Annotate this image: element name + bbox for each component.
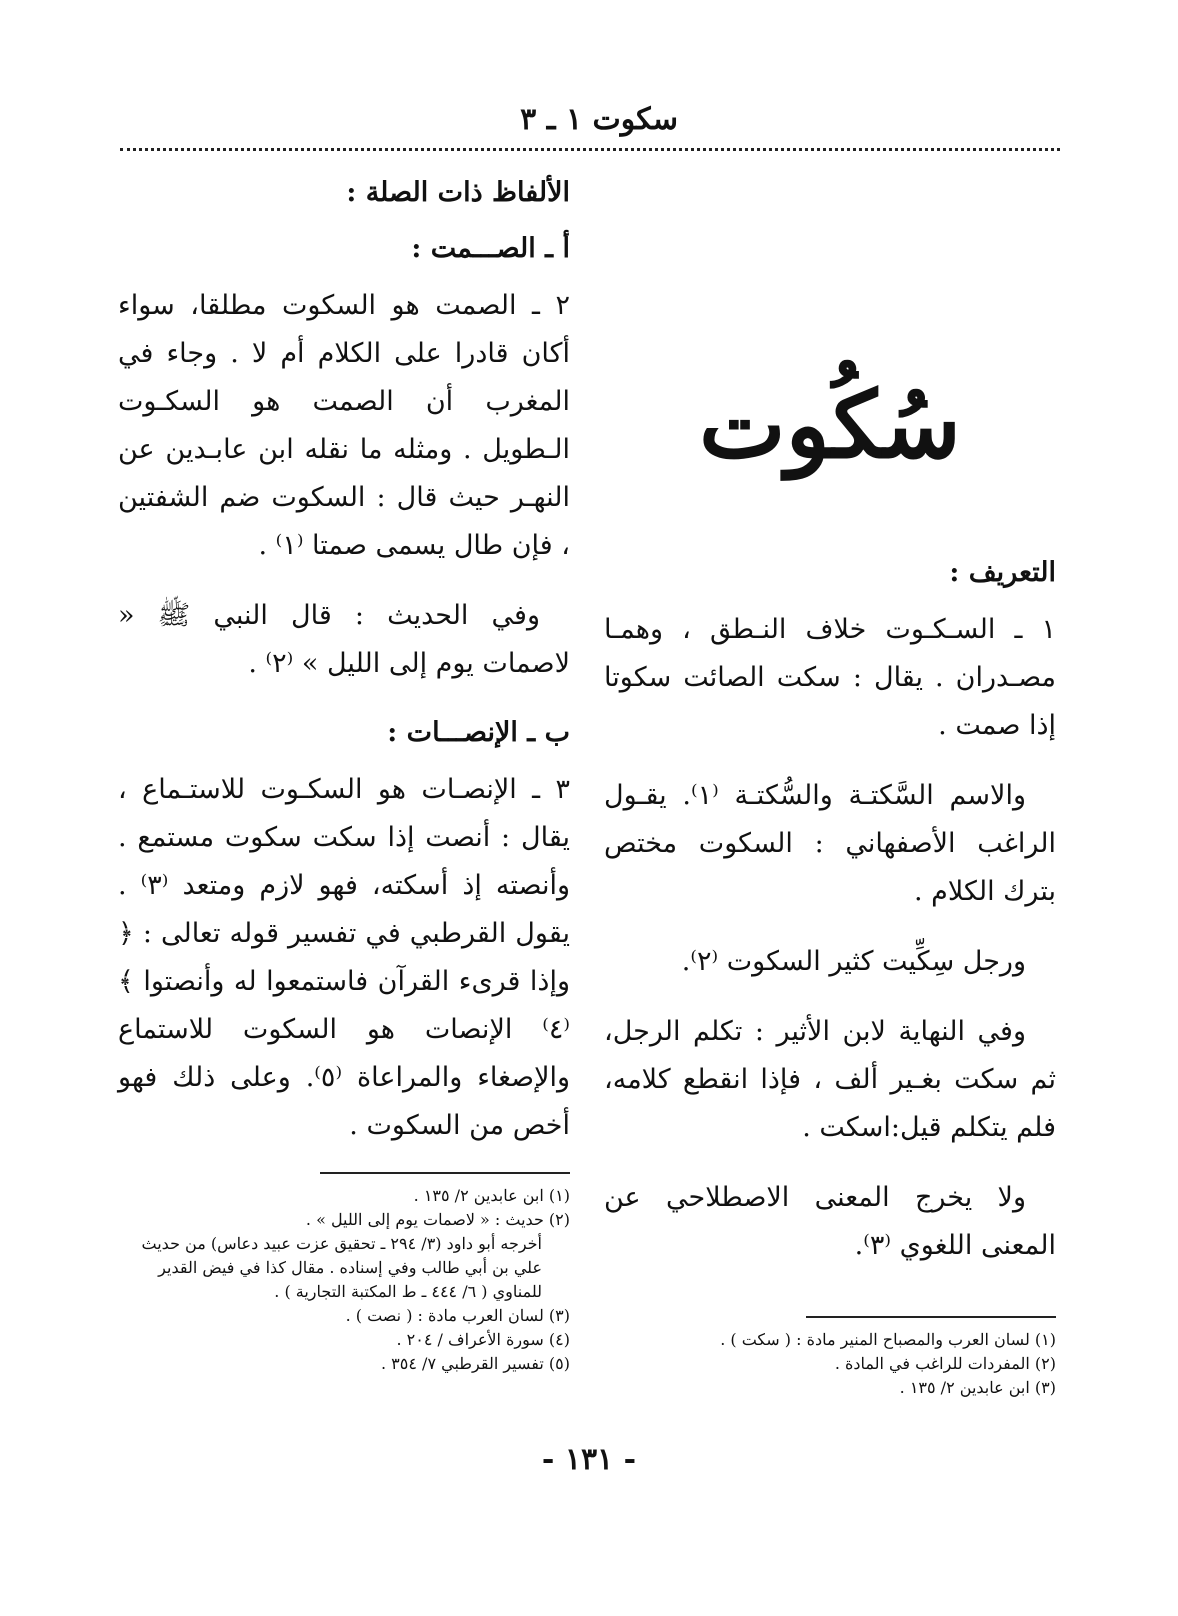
- definition-heading: التعريف :: [949, 557, 1056, 588]
- page-number: - ١٣١ -: [541, 1442, 637, 1477]
- paragraph-hadith: وفي الحديث : قال النبي ﷺ « لاصمات يوم إلى الليل » ⁽٢⁾ .: [118, 600, 570, 679]
- paragraph-3: ٣ ـ الإنصـات هو السكـوت للاستـماع ، يقال : أنصت إذا سكت سكوت مستمع . وأنصته إذ أسكته، فهو لازم ومتعد ⁽٣⁾ . يقول القرطبي في تفسير قوله تعالى : ﴿ وإذا قرىء القرآن فاستمعوا له وأنصتوا ﴾ ⁽٤⁾ الإنصات هو السكوت للاستماع والإصغاء والمراعاة ⁽٥⁾. وعلى ذلك فهو أخص من السكوت .: [118, 774, 571, 1141]
- paragraph-sikkit: ورجل سِكِّيت كثير السكوت ⁽٢⁾.: [681, 946, 1026, 977]
- paragraph-1: ١ ـ السـكـوت خلاف النـطق ، وهمـا مصـدران . يقال : سكت الصائت سكوتا إذا صمت .: [604, 614, 1056, 741]
- running-header: سكوت ١ ـ ٣: [520, 102, 678, 137]
- subheading-insat: ب ـ الإنصـــات :: [387, 717, 570, 748]
- footnote-item: (٤) سورة الأعراف / ٢٠٤ .: [396, 1330, 570, 1349]
- right-column: [604, 170, 1056, 1400]
- footnote-item: (٣) ابن عابدين ٢/ ١٣٥ .: [899, 1378, 1056, 1397]
- paragraph-technical: ولا يخرج المعنى الاصطلاحي عن المعنى اللغوي ⁽٣⁾.: [604, 1182, 1056, 1261]
- header-divider: [120, 148, 1060, 151]
- footnote-item: (١) لسان العرب والمصباح المنير مادة : ( سكت ) .: [720, 1330, 1056, 1349]
- footnote-item: (٣) لسان العرب مادة : ( نصت ) .: [345, 1306, 570, 1325]
- footnote-divider: [806, 1316, 1056, 1318]
- left-column: [118, 170, 570, 1376]
- subheading-silence: أ ـ الصـــمت :: [411, 233, 570, 264]
- related-terms-heading: الألفاظ ذات الصلة :: [346, 177, 570, 208]
- paragraph-2: ٢ ـ الصمت هو السكوت مطلقا، سواء أكان قادرا على الكلام أم لا . وجاء في المغرب أن الصمت هو السكـوت الـطويل . ومثله ما نقله ابن عابـدين عن النهـر حيث قال : السكوت ضم الشفتين ، فإن طال يسمى صمتا ⁽١⁾ .: [118, 290, 570, 561]
- footnote-item: (٢) حديث : « لاصمات يوم إلى الليل » .: [305, 1210, 570, 1229]
- footnote-item: (١) ابن عابدين ٢/ ١٣٥ .: [413, 1186, 570, 1205]
- footnote-divider: [320, 1172, 570, 1174]
- footnote-item: (٢) المفردات للراغب في المادة .: [834, 1354, 1056, 1373]
- paragraph-nihaya: وفي النهاية لابن الأثير : تكلم الرجل، ثم سكت بغـير ألف ، فإذا انقطع كلامه، فلم يتكلم قيل:اسكت .: [604, 1016, 1056, 1143]
- entry-title: سُكُوت: [698, 371, 962, 479]
- footnote-item: (٥) تفسير القرطبي ٧/ ٣٥٤ .: [381, 1354, 570, 1373]
- footnote-continuation: أخرجه أبو داود (٣/ ٢٩٤ ـ تحقيق عزت عبيد دعاس) من حديث علي بن أبي طالب وفي إسناده . مقال كذا في فيض القدير للمناوي ( ٦/ ٤٤٤ ـ ط المكتبة التجارية ) .: [141, 1234, 542, 1301]
- paragraph-name: والاسم السَّكتـة والسُّكتـة ⁽١⁾. يقـول الراغب الأصفهاني : السكوت مختص بترك الكلام .: [604, 780, 1056, 907]
